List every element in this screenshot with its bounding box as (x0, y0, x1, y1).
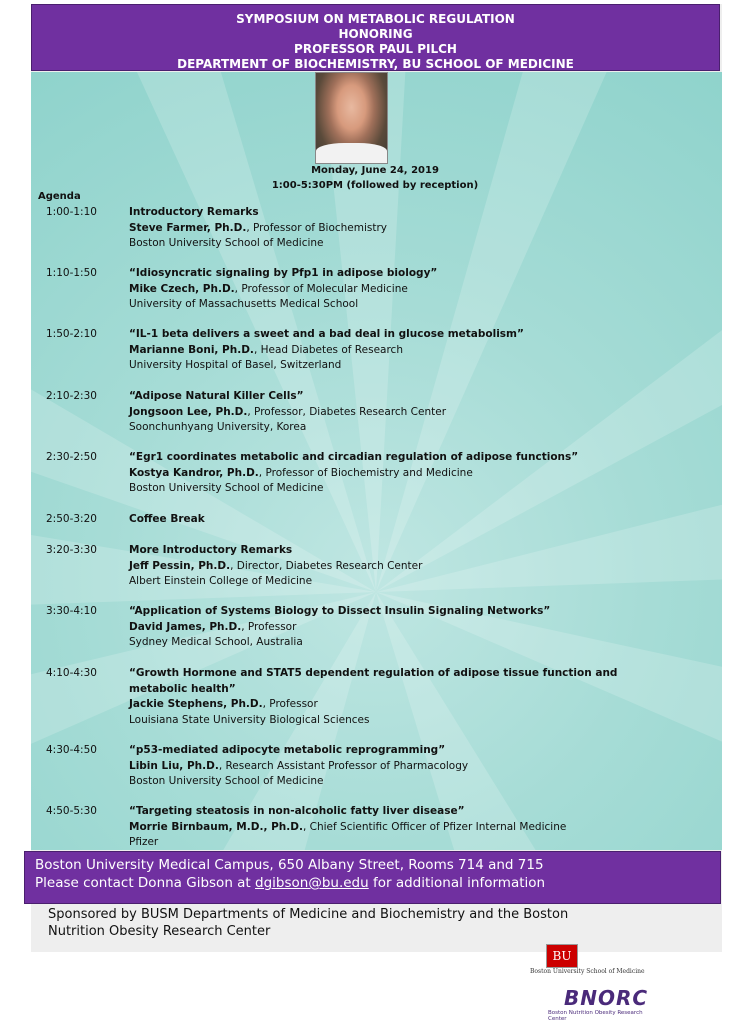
speaker-line (129, 820, 629, 836)
agenda-time: 3:20-3:30 (46, 544, 97, 556)
department-line: DEPARTMENT OF BIOCHEMISTRY, BU SCHOOL OF MEDICINE (177, 57, 574, 71)
talk-title: More Introductory Remarks (129, 544, 293, 556)
agenda-details (129, 743, 629, 790)
talk-title: “Idiosyncratic signaling by Pfp1 in adipose biology” (129, 267, 438, 279)
talk-title: “Egr1 coordinates metabolic and circadian regulation of adipose functions” (129, 451, 579, 463)
sponsor-text (48, 906, 648, 940)
speaker-line (129, 620, 629, 636)
talk-title: “IL-1 beta delivers a sweet and a bad deal in glucose metabolism” (129, 328, 524, 340)
speaker-line (129, 466, 629, 482)
location-text: Boston University Medical Campus, 650 Albany Street, Rooms 714 and 715 (35, 857, 544, 873)
honoring-line: HONORING (338, 27, 413, 41)
speaker-role: , Professor of Biochemistry and Medicine (258, 466, 473, 479)
speaker-line (129, 221, 629, 237)
speaker-name: Jeff Pessin, Ph.D. (129, 559, 231, 572)
bnorc-logo (548, 980, 658, 1022)
contact-suffix: for additional information (368, 875, 546, 891)
agenda-time: 1:50-2:10 (46, 328, 97, 340)
speaker-role: , Research Assistant Professor of Pharmacology (218, 759, 469, 772)
speaker-role: , Professor (241, 620, 297, 633)
talk-title: “p53-mediated adipocyte metabolic reprogramming” (129, 744, 446, 756)
speaker-role: , Head Diabetes of Research (253, 343, 403, 356)
speaker-role: , Director, Diabetes Research Center (230, 559, 423, 572)
talk-title: “Targeting steatosis in non-alcoholic fatty liver disease” (129, 805, 465, 817)
agenda-details (129, 804, 629, 851)
speaker-line (129, 405, 629, 421)
speaker-institution: University of Massachusetts Medical School (129, 298, 359, 310)
speaker-name: Libin Liu, Ph.D. (129, 759, 219, 772)
talk-title: Coffee Break (129, 513, 205, 525)
speaker-institution: Pfizer (129, 836, 159, 848)
speaker-line (129, 559, 629, 575)
event-time: 1:00-5:30PM (followed by reception) (271, 180, 479, 191)
speaker-institution: Louisiana State University Biological Sciences (129, 713, 370, 726)
talk-title: “Growth Hormone and STAT5 dependent regulation of adipose tissue function and metabolic health” (129, 667, 618, 695)
speaker-name: David James, Ph.D. (129, 620, 242, 633)
talk-title: “Adipose Natural Killer Cells” (129, 390, 304, 402)
speaker-institution: University Hospital of Basel, Switzerland (129, 359, 342, 371)
speaker-role: , Professor of Molecular Medicine (234, 282, 408, 295)
speaker-institution: Soonchunhyang University, Korea (129, 421, 307, 433)
speaker-institution: Boston University School of Medicine (129, 775, 324, 787)
agenda-time: 3:30-4:10 (46, 605, 97, 617)
agenda-time: 4:50-5:30 (46, 805, 97, 817)
speaker-line (129, 343, 629, 359)
contact-line (35, 874, 720, 892)
agenda-details (129, 327, 629, 374)
speaker-line (129, 759, 629, 775)
agenda-time: 2:10-2:30 (46, 390, 97, 402)
honoree-photo (315, 72, 388, 164)
honoree-line: PROFESSOR PAUL PILCH (294, 42, 457, 56)
agenda-details (129, 389, 629, 436)
talk-title: Introductory Remarks (129, 206, 259, 218)
agenda-time: 2:50-3:20 (46, 513, 97, 525)
speaker-role: , Professor of Biochemistry (246, 221, 388, 234)
contact-prefix: Please contact Donna Gibson at (35, 875, 256, 891)
speaker-institution: Boston University School of Medicine (129, 237, 324, 249)
sponsor-line-2: Nutrition Obesity Research Center (48, 924, 271, 939)
bu-logo-text: Boston University School of Medicine (530, 968, 645, 975)
agenda-time: 2:30-2:50 (46, 451, 97, 463)
agenda-time: 1:10-1:50 (46, 267, 97, 279)
speaker-institution: Sydney Medical School, Australia (129, 636, 303, 648)
agenda-heading: Agenda (38, 191, 81, 202)
agenda-details (129, 604, 629, 651)
speaker-name: Kostya Kandror, Ph.D. (129, 466, 259, 479)
speaker-name: Jackie Stephens, Ph.D. (129, 698, 263, 710)
speaker-line (129, 697, 629, 713)
talk-title: “Application of Systems Biology to Dissect Insulin Signaling Networks” (129, 605, 551, 617)
bu-logo: BU (546, 944, 578, 968)
agenda-time: 4:10-4:30 (46, 667, 97, 679)
contact-email-link[interactable]: dgibson@bu.edu (255, 875, 369, 891)
speaker-name: Steve Farmer, Ph.D. (129, 221, 247, 234)
agenda-time: 1:00-1:10 (46, 206, 97, 218)
agenda-details (129, 205, 629, 252)
speaker-role: , Professor, Diabetes Research Center (247, 405, 447, 418)
speaker-name: Marianne Boni, Ph.D. (129, 343, 254, 356)
agenda-time: 4:30-4:50 (46, 744, 97, 756)
speaker-institution: Boston University School of Medicine (129, 482, 324, 494)
title-line: SYMPOSIUM ON METABOLIC REGULATION (236, 12, 515, 26)
location-banner (24, 851, 721, 904)
event-date: Monday, June 24, 2019 (311, 165, 439, 176)
speaker-line (129, 282, 629, 298)
speaker-role: , Professor (262, 698, 318, 710)
bnorc-subtitle: Boston Nutrition Obesity Research Center (548, 1010, 643, 1022)
speaker-name: Jongsoon Lee, Ph.D. (129, 405, 248, 418)
photo-shirt (316, 143, 387, 163)
agenda-details (129, 543, 629, 590)
agenda-details (129, 266, 629, 313)
title-banner (31, 4, 720, 71)
speaker-name: Mike Czech, Ph.D. (129, 282, 235, 295)
agenda-details (129, 450, 629, 497)
bnorc-wordmark: BNORC (564, 986, 649, 1010)
speaker-role: , Chief Scientific Officer of Pfizer Internal Medicine (302, 820, 567, 833)
sponsor-line-1: Sponsored by BUSM Departments of Medicine and Biochemistry and the Boston (48, 907, 569, 922)
speaker-institution: Albert Einstein College of Medicine (129, 575, 313, 587)
agenda-details (129, 512, 629, 528)
speaker-name: Morrie Birnbaum, M.D., Ph.D. (129, 820, 303, 833)
agenda-details (129, 666, 629, 728)
